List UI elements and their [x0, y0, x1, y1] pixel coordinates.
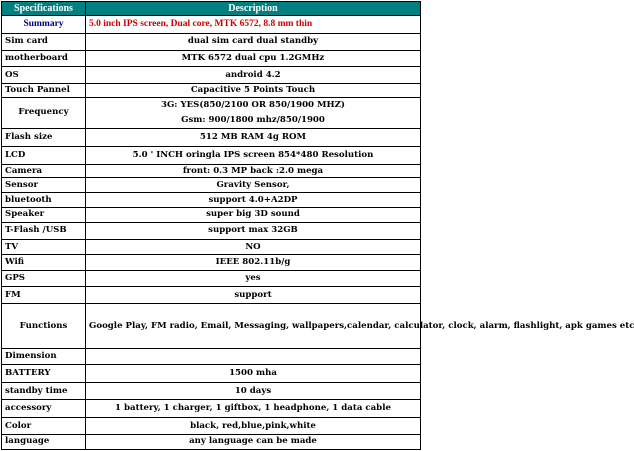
table-row — [2, 239, 421, 255]
summary-row — [2, 15, 421, 33]
spec-table — [1, 1, 634, 450]
row-value: android 4.2 — [86, 67, 421, 84]
row-value — [86, 98, 421, 129]
row-label: TV — [2, 239, 86, 255]
table-row — [2, 98, 421, 129]
row-value: 512 MB RAM 4g ROM — [86, 128, 421, 146]
row-label: standby time — [2, 383, 86, 400]
row-value: Capacitive 5 Points Touch — [86, 84, 421, 98]
table-row — [2, 287, 421, 304]
row-label: Flash size — [2, 128, 86, 146]
table-row — [2, 365, 421, 383]
table-row — [2, 193, 421, 208]
summary-label: Summary — [2, 15, 86, 33]
table-row — [2, 222, 421, 239]
table-row — [2, 304, 421, 349]
frequency-line: Gsm: 900/1800 mhz/850/1900 — [181, 114, 325, 125]
table-row — [2, 33, 421, 50]
row-value: support — [86, 287, 421, 304]
row-value: 1500 mha — [86, 365, 421, 383]
table-row — [2, 146, 421, 164]
table-row — [2, 383, 421, 400]
row-value: Google Play, FM radio, Email, Messaging, wallpapers,calendar, calculator, clock, alarm, flashlight, apk games etc — [86, 304, 421, 349]
table-row — [2, 178, 421, 193]
row-value: NO — [86, 239, 421, 255]
row-label: Frequency — [2, 98, 86, 129]
row-label: Color — [2, 418, 86, 435]
row-value: dual sim card dual standby — [86, 33, 421, 50]
row-value: super big 3D sound — [86, 207, 421, 222]
table-row — [2, 84, 421, 98]
table-row — [2, 418, 421, 435]
row-label: language — [2, 434, 86, 449]
row-value: any language can be made — [86, 434, 421, 449]
row-label: Wifi — [2, 255, 86, 271]
row-label: accessory — [2, 400, 86, 418]
table-row — [2, 271, 421, 287]
row-label: Touch Pannel — [2, 84, 86, 98]
row-label: Sensor — [2, 178, 86, 193]
table-row — [2, 255, 421, 271]
row-value: black, red,blue,pink,white — [86, 418, 421, 435]
row-value: 1 battery, 1 charger, 1 giftbox, 1 headphone, 1 data cable — [86, 400, 421, 418]
row-label: Camera — [2, 164, 86, 178]
table-row — [2, 207, 421, 222]
row-value: support 4.0+A2DP — [86, 193, 421, 208]
row-label: OS — [2, 67, 86, 84]
row-value: 10 days — [86, 383, 421, 400]
row-value: IEEE 802.11b/g — [86, 255, 421, 271]
row-value: front: 0.3 MP back :2.0 mega — [86, 164, 421, 178]
table-row — [2, 349, 421, 365]
row-value: yes — [86, 271, 421, 287]
row-label: LCD — [2, 146, 86, 164]
row-label: bluetooth — [2, 193, 86, 208]
row-label: Dimension — [2, 349, 86, 365]
table-row — [2, 434, 421, 449]
row-label: motherboard — [2, 50, 86, 67]
table-row — [2, 67, 421, 84]
row-value: support max 32GB — [86, 222, 421, 239]
frequency-line: 3G: YES(850/2100 OR 850/1900 MHZ) — [160, 99, 345, 110]
table-header-row — [2, 2, 421, 16]
summary-value: 5.0 inch IPS screen, Dual core, MTK 6572, 8.8 mm thin — [86, 15, 421, 33]
row-label: FM — [2, 287, 86, 304]
row-label: T-Flash /USB — [2, 222, 86, 239]
row-label: GPS — [2, 271, 86, 287]
row-label: Sim card — [2, 33, 86, 50]
row-value — [86, 349, 421, 365]
row-label: Speaker — [2, 207, 86, 222]
row-label: BATTERY — [2, 365, 86, 383]
row-label: Functions — [2, 304, 86, 349]
table-row — [2, 128, 421, 146]
table-row — [2, 50, 421, 67]
header-specifications: Specifications — [2, 2, 86, 16]
table-row — [2, 400, 421, 418]
row-value: Gravity Sensor, — [86, 178, 421, 193]
row-value: 5.0 ' INCH oringla IPS screen 854*480 Resolution — [86, 146, 421, 164]
row-value: MTK 6572 dual cpu 1.2GMHz — [86, 50, 421, 67]
header-description: Description — [86, 2, 421, 16]
table-row — [2, 164, 421, 178]
